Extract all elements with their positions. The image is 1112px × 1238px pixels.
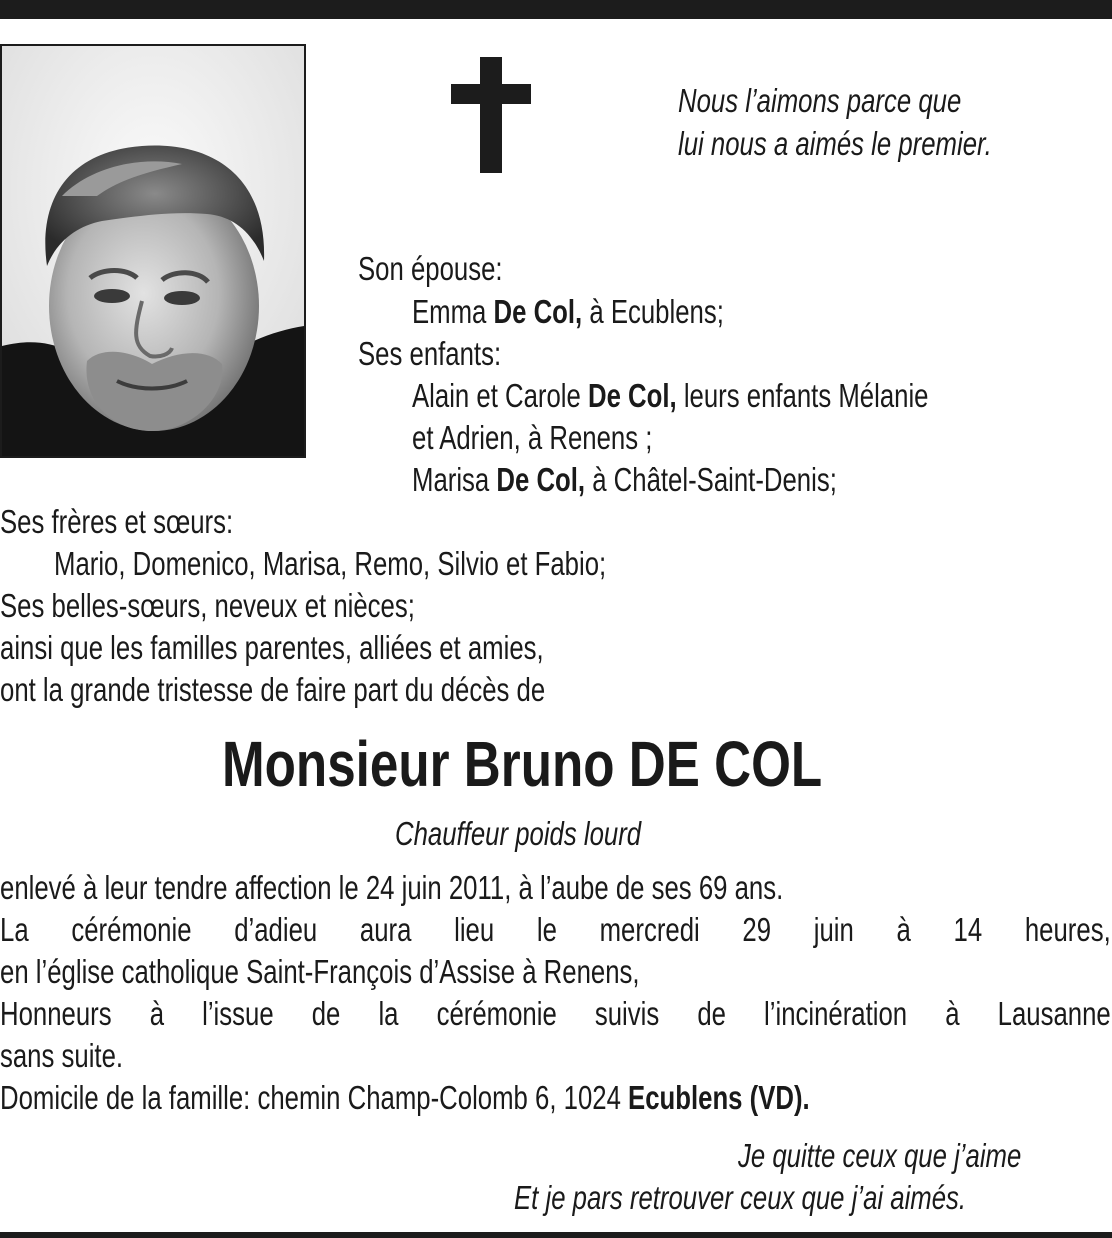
quote-top-line-1: Nous l’aimons parce que bbox=[678, 82, 962, 119]
child1-line: Alain et Carole De Col, leurs enfants Mélanie bbox=[412, 377, 929, 414]
announce-line: ont la grande tristesse de faire part du décès de bbox=[0, 671, 546, 708]
quote-bottom-line-1: Je quitte ceux que j’aime bbox=[738, 1137, 1022, 1174]
portrait-illustration bbox=[2, 46, 304, 456]
details-line-2: La cérémonie d’adieu aura lieu le mercredi 29 juin à 14 heures, bbox=[0, 911, 1111, 948]
siblings-label: Ses frères et sœurs: bbox=[0, 503, 234, 540]
details-line-4: Honneurs à l’issue de la cérémonie suivis de l’incinération à Lausanne bbox=[0, 995, 1111, 1032]
child2-surname: De Col, bbox=[496, 461, 586, 498]
portrait-photo bbox=[0, 44, 306, 458]
top-border-rule bbox=[0, 0, 1112, 19]
quote-bottom-line-2: Et je pars retrouver ceux que j’ai aimés. bbox=[514, 1179, 967, 1216]
deceased-occupation: Chauffeur poids lourd bbox=[395, 815, 642, 852]
domicile-town: Ecublens (VD). bbox=[628, 1079, 810, 1116]
latin-cross-icon bbox=[451, 57, 531, 173]
deceased-name: Monsieur Bruno DE COL bbox=[222, 728, 823, 800]
spouse-label: Son épouse: bbox=[358, 250, 503, 287]
spouse-line: Emma De Col, à Ecublens; bbox=[412, 293, 724, 330]
families-line: ainsi que les familles parentes, alliées et amies, bbox=[0, 629, 544, 666]
details-line-6: Domicile de la famille: chemin Champ-Colomb 6, 1024 Ecublens (VD). bbox=[0, 1079, 810, 1116]
details-line-3: en l’église catholique Saint-François d’Assise à Renens, bbox=[0, 953, 640, 990]
children-label: Ses enfants: bbox=[358, 335, 502, 372]
spouse-surname: De Col, bbox=[493, 293, 583, 330]
quote-top-line-2: lui nous a aimés le premier. bbox=[678, 125, 992, 162]
child1-line-continued: et Adrien, à Renens ; bbox=[412, 419, 653, 456]
child2-line: Marisa De Col, à Châtel-Saint-Denis; bbox=[412, 461, 837, 498]
bottom-border-rule bbox=[0, 1232, 1112, 1238]
siblings-list: Mario, Domenico, Marisa, Remo, Silvio et Fabio; bbox=[54, 545, 607, 582]
inlaws-line: Ses belles-sœurs, neveux et nièces; bbox=[0, 587, 415, 624]
details-line-1: enlevé à leur tendre affection le 24 juin 2011, à l’aube de ses 69 ans. bbox=[0, 869, 784, 906]
details-line-5: sans suite. bbox=[0, 1037, 124, 1074]
child1-surname: De Col, bbox=[587, 377, 677, 414]
